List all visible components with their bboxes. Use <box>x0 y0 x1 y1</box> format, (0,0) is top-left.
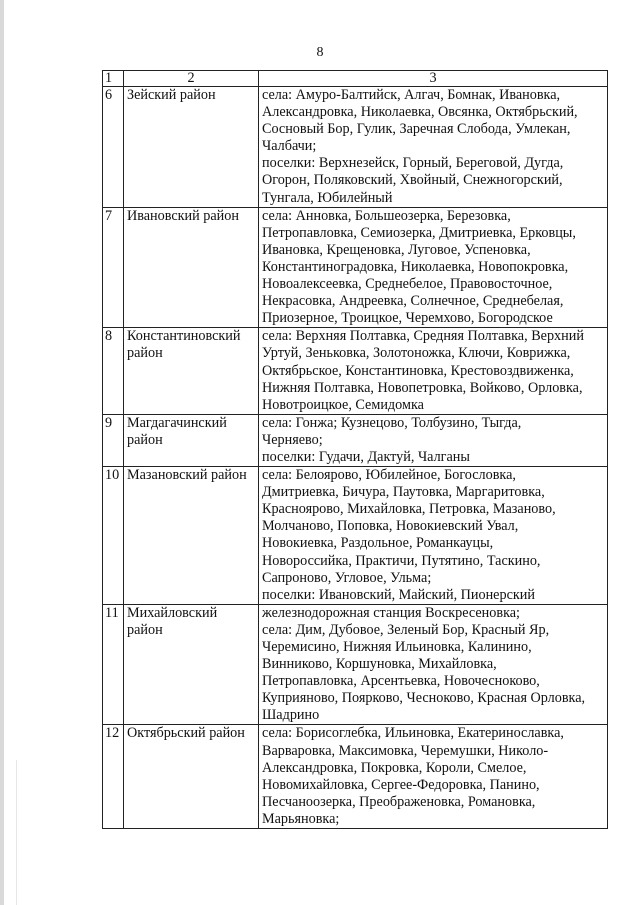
row-number: 7 <box>103 207 124 328</box>
district-name-line: Октябрьский район <box>127 725 245 742</box>
settlements-line: Петропавловка, Семиозерка, Дмитриевка, Ерковцы, <box>262 224 576 241</box>
settlements-line: Тунгала, Юбилейный <box>262 189 393 206</box>
settlements-line: Красноярово, Михайловка, Петровка, Мазаново, <box>262 501 556 518</box>
settlements-line: Новороссийка, Практичи, Путятино, Таскино, <box>262 552 541 569</box>
settlements-table <box>102 70 608 829</box>
settlements-line: Уртуй, Зеньковка, Золотоножка, Ключи, Коврижка, <box>262 345 571 362</box>
settlements-line: Александровка, Николаевка, Овсянка, Октябрьский, <box>262 104 578 121</box>
district-name <box>124 207 259 328</box>
table-header-row <box>103 71 608 87</box>
settlements-list <box>259 467 608 605</box>
table-row <box>103 328 608 414</box>
settlements-line: Новотроицкое, Семидомка <box>262 396 424 413</box>
settlements-line: села: Белоярово, Юбилейное, Богословка, <box>262 467 516 484</box>
row-number: 9 <box>103 414 124 466</box>
settlements-line: села: Дим, Дубовое, Зеленый Бор, Красный Яр, <box>262 621 550 638</box>
table-body <box>103 87 608 829</box>
settlements-line: Варваровка, Максимовка, Черемушки, Николо- <box>262 742 549 759</box>
settlements-line: Куприяново, Поярково, Чесноково, Красная Орловка, <box>262 690 586 707</box>
table-row <box>103 414 608 466</box>
settlements-list <box>259 414 608 466</box>
settlements-line: Винниково, Коршуновка, Михайловка, <box>262 656 497 673</box>
table-row <box>103 207 608 328</box>
settlements-line: Ивановка, Крещеновка, Луговое, Успеновка, <box>262 241 531 258</box>
settlements-line: Новоалексеевка, Среднебелое, Правовосточное, <box>262 276 553 293</box>
district-name <box>124 467 259 605</box>
settlements-line: поселки: Верхнезейск, Горный, Береговой, Дугда, <box>262 155 564 172</box>
row-number: 11 <box>103 604 124 725</box>
settlements-line: Приозерное, Троицкое, Черемхово, Богородское <box>262 310 553 327</box>
row-number: 10 <box>103 467 124 605</box>
district-name-line: Магдагачинский <box>127 414 227 431</box>
table-row <box>103 87 608 208</box>
settlements-line: Петропавловка, Арсентьевка, Новочесноково, <box>262 673 540 690</box>
header-col-3: 3 <box>259 71 608 87</box>
district-name-line: Мазановский район <box>127 467 247 484</box>
settlements-line: железнодорожная станция Воскресеновка; <box>262 604 520 621</box>
settlements-line: Сосновый Бор, Гулик, Заречная Слобода, Умлекан, <box>262 121 571 138</box>
district-name <box>124 414 259 466</box>
district-name-line: Зейский район <box>127 87 216 103</box>
settlements-line: Шадрино <box>262 707 320 724</box>
district-name <box>124 87 259 208</box>
settlements-line: Огорон, Поляковский, Хвойный, Снежногорский, <box>262 172 563 189</box>
header-col-2: 2 <box>124 71 259 87</box>
row-number: 12 <box>103 725 124 829</box>
settlements-line: Некрасовка, Андреевка, Солнечное, Среднебелая, <box>262 293 564 310</box>
settlements-line: Молчаново, Поповка, Новокиевский Увал, <box>262 518 519 535</box>
settlements-line: села: Гонжа; Кузнецово, Толбузино, Тыгда, <box>262 414 522 431</box>
settlements-line: Новокиевка, Раздольное, Романкауцы, <box>262 535 494 552</box>
district-name-line: район <box>127 345 163 362</box>
settlements-line: села: Верхняя Полтавка, Средняя Полтавка, Верхний <box>262 328 584 345</box>
row-number: 8 <box>103 328 124 414</box>
settlements-line: села: Анновка, Большеозерка, Березовка, <box>262 207 511 224</box>
settlements-list <box>259 604 608 725</box>
settlements-line: Черняево; <box>262 431 323 448</box>
settlements-list <box>259 207 608 328</box>
district-name <box>124 604 259 725</box>
district-name-line: Михайловский <box>127 604 218 621</box>
scan-edge-line <box>16 760 17 905</box>
settlements-line: Песчаноозерка, Преображеновка, Романовка, <box>262 793 536 810</box>
settlements-line: Дмитриевка, Бичура, Паутовка, Маргаритовка, <box>262 484 545 501</box>
district-name-line: район <box>127 431 163 448</box>
settlements-line: Нижняя Полтавка, Новопетровка, Войково, Орловка, <box>262 379 583 396</box>
settlements-line: Новомихайловка, Сергее-Федоровка, Панино, <box>262 776 540 793</box>
settlements-line: Константиноградовка, Николаевка, Новопокровка, <box>262 258 569 275</box>
district-name-line: район <box>127 621 163 638</box>
settlements-list <box>259 725 608 829</box>
page-number: 8 <box>316 45 324 60</box>
district-name-line: Константиновский <box>127 328 241 345</box>
table-row <box>103 725 608 829</box>
district-name-line: Ивановский район <box>127 207 239 224</box>
settlements-line: поселки: Гудачи, Дактуй, Чалганы <box>262 448 470 465</box>
scan-edge <box>0 0 4 905</box>
table-row <box>103 604 608 725</box>
settlements-line: Марьяновка; <box>262 810 340 827</box>
settlements-line: Октябрьское, Константиновка, Крестовоздвиженка, <box>262 362 574 379</box>
settlements-line: Чалбачи; <box>262 138 317 155</box>
row-number: 6 <box>103 87 124 208</box>
district-name <box>124 725 259 829</box>
settlements-line: села: Борисоглебка, Ильиновка, Екатеринославка, <box>262 725 564 742</box>
settlements-line: Александровка, Покровка, Короли, Смелое, <box>262 759 527 776</box>
district-name <box>124 328 259 414</box>
table-row <box>103 467 608 605</box>
settlements-line: Сапроново, Угловое, Ульма; <box>262 569 432 586</box>
settlements-list <box>259 87 608 208</box>
settlements-line: поселки: Ивановский, Майский, Пионерский <box>262 586 535 603</box>
settlements-line: Черемисино, Нижняя Ильиновка, Калинино, <box>262 639 532 655</box>
settlements-line: села: Амуро-Балтийск, Алгач, Бомнак, Ивановка, <box>262 87 561 103</box>
header-col-1: 1 <box>103 71 124 87</box>
settlements-list <box>259 328 608 414</box>
